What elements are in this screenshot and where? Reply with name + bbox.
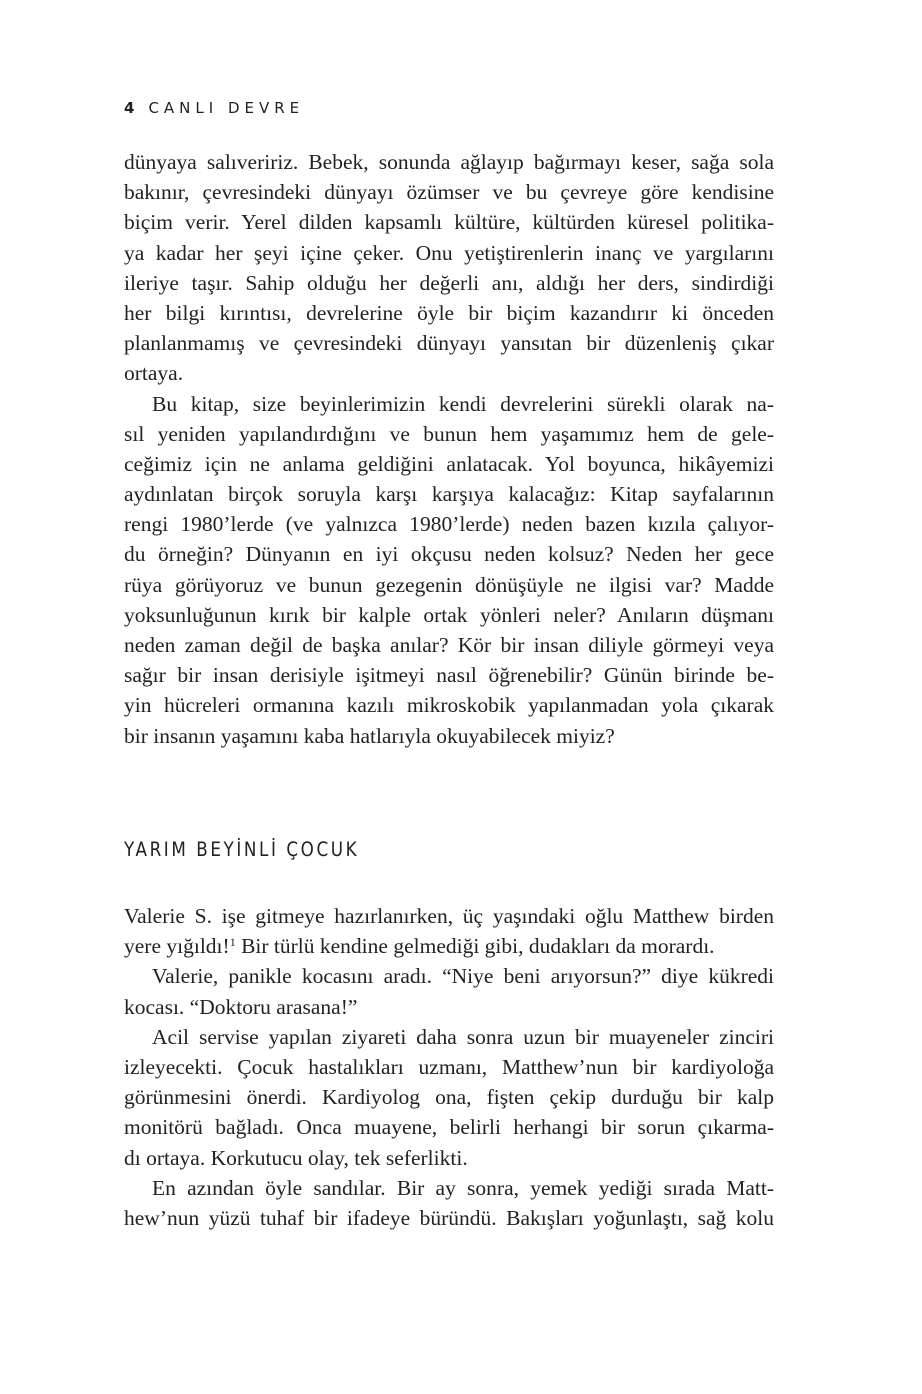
text-line: rüya görüyoruz ve bunun gezegenin dönüşüyle ne ilgisi var? Madde [124, 572, 774, 597]
text-line: ileriye taşır. Sahip olduğu her değerli anı, aldığı her ders, sindirdiği [124, 270, 774, 295]
text-line: Valerie, panikle kocasını aradı. “Niye beni arıyorsun?” diye kükredi [152, 964, 774, 989]
text-line: ceğimiz için ne anlama geldiğini anlatacak. Yol boyunca, hikâyemizi [124, 451, 774, 476]
text-line: sıl yeniden yapılandırdığını ve bunun hem yaşamımız hem de gele- [124, 421, 774, 446]
text-line: ya kadar her şeyi içine çeker. Onu yetiştirenlerin inanç ve yargılarını [124, 240, 774, 265]
text-line: du örneğin? Dünyanın en iyi okçusu neden kolsuz? Neden her gece [124, 542, 774, 567]
text-line: planlanmamış ve çevresindeki dünyayı yansıtan bir düzenleniş çıkar [124, 331, 774, 356]
text-line: monitörü bağladı. Onca muayene, belirli herhangi bir sorun çıkarma- [124, 1115, 774, 1140]
body-text-intro [124, 147, 774, 751]
text-line: ortaya. [124, 361, 184, 386]
text-line: Acil servise yapılan ziyareti daha sonra uzun bir muayeneler zinciri [152, 1024, 774, 1049]
body-text-section [124, 901, 774, 1233]
text-line: neden zaman değil de başka anılar? Kör bir insan diliyle görmeyi veya [124, 633, 774, 657]
text-line: dünyaya salıveririz. Bebek, sonunda ağlayıp bağırmayı keser, sağa sola [124, 150, 774, 174]
text-line: Valerie S. işe gitmeye hazırlanırken, üç yaşındaki oğlu Matthew birden [124, 904, 774, 928]
text-line: Bu kitap, size beyinlerimizin kendi devrelerini sürekli olarak na- [152, 391, 774, 416]
text-line: bir insanın yaşamını kaba hatlarıyla okuyabilecek miyiz? [124, 723, 615, 748]
text-fragment: Bir türlü kendine gelmediği gibi, dudakları da morardı. [235, 934, 715, 959]
text-line: hew’nun yüzü tuhaf bir ifadeye büründü. Bakışları yoğunlaştı, sağ kolu [124, 1205, 774, 1230]
text-line: sağır bir insan derisiyle işitmeyi nasıl öğrenebilir? Günün birinde be- [124, 663, 774, 688]
text-line [124, 931, 774, 961]
text-line: kocası. “Doktoru arasana!” [124, 994, 358, 1019]
page-number: 4 [124, 99, 135, 117]
running-header [124, 99, 304, 117]
text-line: dı ortaya. Korkutucu olay, tek seferlikti. [124, 1145, 468, 1170]
text-line: her bilgi kırıntısı, devrelerine öyle bir biçim kazandırır ki önceden [124, 300, 774, 325]
text-line: görünmesini önerdi. Kardiyolog ona, fişten çekip durduğu bir kalp [124, 1085, 774, 1110]
text-line: yin hücreleri ormanına kazılı mikroskobik yapılanmadan yola çıkarak [124, 693, 774, 718]
text-line: izleyecekti. Çocuk hastalıkları uzmanı, Matthew’nun bir kardiyoloğa [124, 1054, 774, 1079]
running-title: CANLI DEVRE [148, 99, 305, 117]
section-heading: YARIM BEYİNLİ ÇOCUK [124, 838, 360, 861]
text-line: aydınlatan birçok soruyla karşı karşıya kalacağız: Kitap sayfalarının [124, 482, 774, 507]
text-line: yoksunluğunun kırık bir kalple ortak yönleri neler? Anıların düşmanı [124, 602, 774, 627]
text-line: bakınır, çevresindeki dünyayı özümser ve bu çevreye göre kendisine [124, 180, 774, 205]
text-fragment: yere yığıldı! [124, 934, 230, 959]
text-line: rengi 1980’lerde (ve yalnızca 1980’lerde) neden bazen kızıla çalıyor- [124, 512, 774, 537]
text-line: biçim verir. Yerel dilden kapsamlı kültüre, kültürden küresel politika- [124, 210, 774, 235]
text-line: En azından öyle sandılar. Bir ay sonra, yemek yediği sırada Matt- [152, 1175, 774, 1200]
footnote-marker: 1 [229, 935, 236, 950]
